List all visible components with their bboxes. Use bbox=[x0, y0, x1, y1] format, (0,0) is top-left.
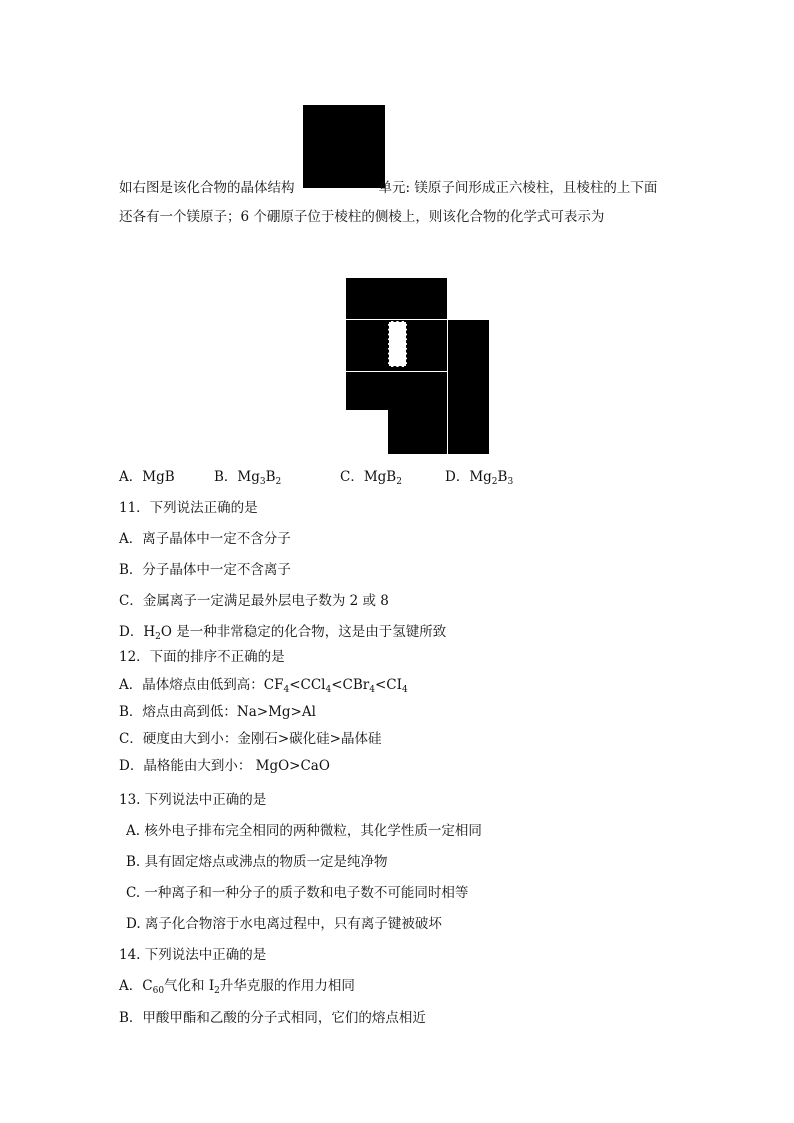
q10-option-a: A．MgB bbox=[119, 469, 175, 485]
q14-option-a: A．$C_{60}$气化和 $I_2$升华克服的作用力相同 bbox=[119, 978, 355, 996]
q11-option-c: C．金属离子一定满足最外层电子数为 2 或 8 bbox=[119, 593, 389, 609]
q13-option-d: D. 离子化合物溶于水电离过程中，只有离子键被破坏 bbox=[126, 916, 442, 932]
q10-option-c: C．MgB$_2$ bbox=[340, 469, 402, 487]
intro-line-2: 还各有一个镁原子；6 个硼原子位于棱柱的侧棱上，则该化合物的化学式可表示为 bbox=[119, 209, 605, 225]
q11-stem: 11．下列说法正确的是 bbox=[119, 500, 258, 516]
intro-line-1 bbox=[119, 176, 657, 196]
intro-text-a: 如右图是该化合物的晶体结构 bbox=[119, 180, 295, 196]
q13-stem: 13. 下列说法中正确的是 bbox=[119, 792, 267, 808]
q12-option-c: C．硬度由大到小：金刚石>碳化硅>晶体硅 bbox=[119, 731, 382, 747]
q12-option-a: A．晶体熔点由低到高：$CF_4<CCl_4<CBr_4<CI_4$ bbox=[119, 677, 408, 695]
q14-stem: 14. 下列说法中正确的是 bbox=[119, 947, 267, 963]
q13-option-b: B. 具有固定熔点或沸点的物质一定是纯净物 bbox=[126, 854, 388, 870]
q12-option-d: D．晶格能由大到小： MgO>CaO bbox=[119, 758, 330, 774]
q11-option-b: B．分子晶体中一定不含离子 bbox=[119, 562, 291, 578]
q10-option-d: D．$Mg_2B_3$ bbox=[445, 469, 514, 487]
q12-option-b: B．熔点由高到低：Na>Mg>Al bbox=[119, 704, 316, 720]
q11-option-a: A．离子晶体中一定不含分子 bbox=[119, 531, 291, 547]
q11-option-d: D．$H_2O$ 是一种非常稳定的化合物，这是由于氢键所致 bbox=[119, 624, 447, 642]
q14-option-b: B．甲酸甲酯和乙酸的分子式相同，它们的熔点相近 bbox=[119, 1010, 426, 1026]
q12-stem: 12．下面的排序不正确的是 bbox=[119, 649, 285, 665]
q13-option-c: C. 一种离子和一种分子的质子数和电子数不可能同时相等 bbox=[126, 885, 469, 901]
intro-text-b: 单元: 镁原子间形成正六棱柱，且棱柱的上下面 bbox=[378, 180, 658, 196]
q10-option-b: B．$Mg_3B_2$ bbox=[214, 469, 282, 487]
q10-options bbox=[119, 469, 513, 485]
q13-option-a: A. 核外电子排布完全相同的两种微粒，其化学性质一定相同 bbox=[126, 823, 482, 839]
